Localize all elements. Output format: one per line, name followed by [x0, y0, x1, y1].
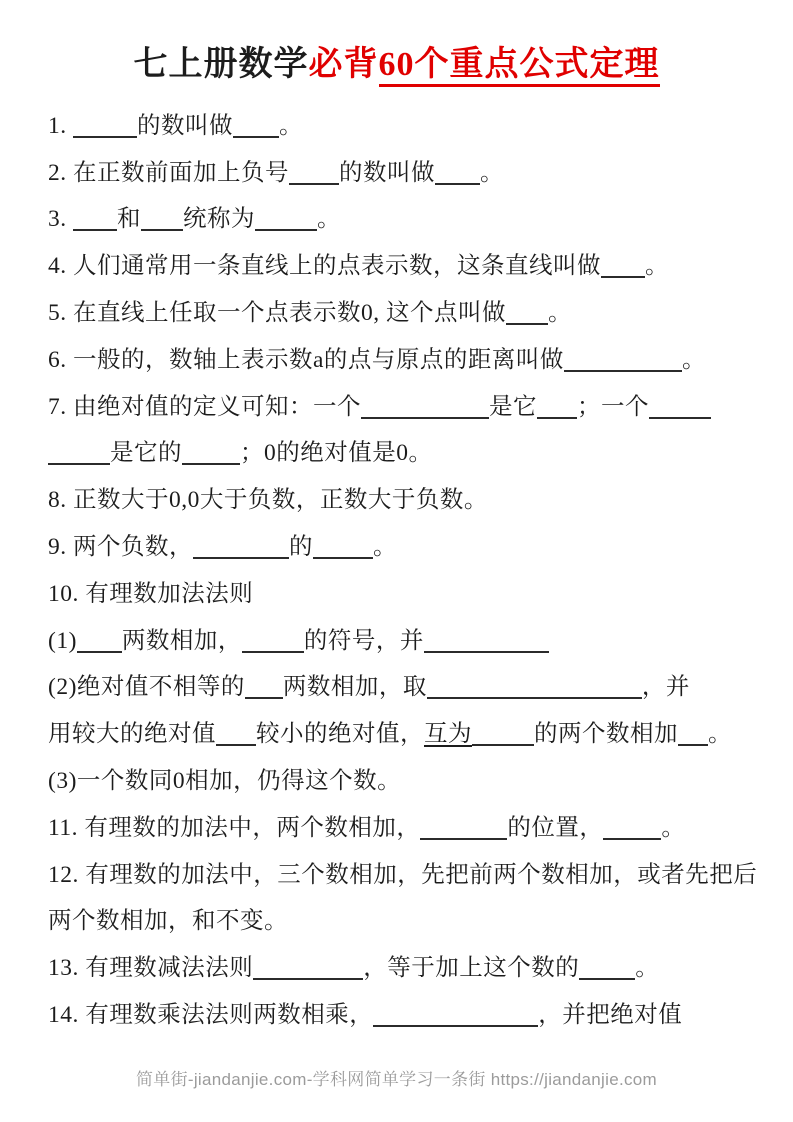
fill-in-blank	[472, 744, 534, 746]
worksheet-line	[48, 945, 747, 992]
line-text: ，并把绝对值	[538, 1002, 683, 1029]
worksheet-line	[48, 150, 747, 197]
line-text: 较小的绝对值，	[256, 721, 424, 748]
worksheet-line	[48, 805, 747, 852]
worksheet-line	[48, 852, 758, 899]
fill-in-blank	[427, 697, 642, 699]
worksheet-line	[48, 290, 747, 337]
line-text: 的位置，	[507, 814, 604, 841]
fill-in-blank	[233, 136, 279, 138]
line-text: ，等于加上这个数的	[363, 955, 580, 982]
line-text: 两数相加，	[121, 627, 242, 654]
fill-in-blank	[678, 744, 708, 746]
line-text: ，并	[641, 674, 690, 701]
worksheet-line	[48, 103, 747, 150]
worksheet-line	[48, 196, 747, 243]
fill-in-blank	[603, 838, 661, 840]
line-text: 9. 两个负数，	[48, 534, 193, 561]
fill-in-blank	[182, 463, 240, 465]
fill-in-blank	[289, 183, 339, 185]
worksheet-body	[0, 103, 793, 1039]
worksheet-line	[48, 524, 747, 571]
fill-in-blank	[73, 136, 137, 138]
line-text: 2. 在正数前面加上负号	[48, 159, 289, 186]
line-text: (1)	[48, 627, 77, 654]
line-text: (2)绝对值不相等的	[48, 674, 245, 701]
line-text: 。	[480, 159, 504, 186]
worksheet-line	[48, 664, 747, 711]
worksheet-line	[48, 243, 747, 290]
line-text: 。	[708, 721, 732, 748]
title-text-red: 必背	[308, 46, 379, 83]
worksheet-line	[48, 898, 747, 945]
fill-in-blank	[313, 557, 373, 559]
fill-in-blank	[245, 697, 283, 699]
line-text: 3.	[48, 206, 73, 233]
line-text: ；0的绝对值是0。	[240, 440, 433, 467]
line-text: 的数叫做	[137, 112, 233, 139]
line-text: 互为	[424, 721, 472, 748]
line-text: 的数叫做	[339, 159, 435, 186]
fill-in-blank	[649, 417, 711, 419]
worksheet-line	[48, 337, 747, 384]
fill-in-blank	[420, 838, 507, 840]
fill-in-blank	[601, 276, 645, 278]
line-text: 。	[645, 253, 669, 280]
worksheet-line	[48, 618, 747, 665]
line-text: 12. 有理数的加法中，三个数相加，先把前两个数相加，或者先把后	[48, 861, 758, 888]
worksheet-line	[48, 992, 747, 1039]
fill-in-blank	[506, 323, 548, 325]
line-text: 的	[289, 534, 313, 561]
line-text: 两数相加，取	[282, 674, 427, 701]
worksheet-line	[48, 430, 747, 477]
line-text: 。	[635, 955, 660, 982]
worksheet-line	[48, 758, 747, 805]
line-text: 8. 正数大于0,0大于负数，正数大于负数。	[48, 487, 488, 514]
line-text: (3)一个数同0相加，仍得这个数。	[48, 768, 402, 795]
line-text: 。	[317, 206, 341, 233]
fill-in-blank	[141, 229, 183, 231]
line-text: 5. 在直线上任取一个点表示数0, 这个点叫做	[48, 300, 506, 327]
fill-in-blank	[77, 651, 122, 653]
line-text: 是它	[489, 393, 537, 420]
worksheet-line	[48, 477, 747, 524]
footer-watermark: 简单街-jiandanjie.com-学科网简单学习一条街 https://jiandanjie.com	[135, 1070, 658, 1089]
line-text: 14. 有理数乘法法则两数相乘，	[48, 1002, 374, 1029]
line-text: 4. 人们通常用一条直线上的点表示数，这条直线叫做	[48, 253, 601, 280]
fill-in-blank	[193, 557, 289, 559]
line-text: 13. 有理数减法法则	[48, 955, 254, 982]
fill-in-blank	[242, 651, 304, 653]
line-text: 7. 由绝对值的定义可知：一个	[48, 393, 361, 420]
line-text: 6. 一般的，数轴上表示数a的点与原点的距离叫做	[48, 346, 564, 373]
fill-in-blank	[537, 417, 577, 419]
line-text: 11. 有理数的加法中，两个数相加，	[48, 814, 421, 841]
fill-in-blank	[255, 229, 317, 231]
line-text: 1.	[48, 112, 73, 139]
fill-in-blank	[424, 651, 549, 653]
line-text: 。	[279, 112, 303, 139]
title-text-red-underlined: 60个重点公式定理	[379, 46, 660, 87]
fill-in-blank	[373, 1025, 538, 1027]
line-text: 。	[661, 814, 686, 841]
fill-in-blank	[253, 978, 363, 980]
fill-in-blank	[435, 183, 480, 185]
worksheet-line	[48, 571, 747, 618]
line-text: 两个数相加，和不变。	[48, 908, 288, 935]
worksheet-line	[48, 384, 747, 431]
line-text: 统称为	[183, 206, 255, 233]
fill-in-blank	[48, 463, 110, 465]
page-title	[0, 0, 793, 88]
line-text: 的符号，并	[303, 627, 424, 654]
fill-in-blank	[579, 978, 635, 980]
line-text: 和	[117, 206, 141, 233]
line-text: ；一个	[577, 393, 649, 420]
line-text: 10. 有理数加法法则	[48, 580, 254, 607]
line-text: 。	[373, 534, 397, 561]
line-text: 是它的	[110, 440, 182, 467]
fill-in-blank	[564, 370, 682, 372]
fill-in-blank	[361, 417, 489, 419]
title-text-black: 七上册数学	[133, 46, 309, 83]
worksheet-line	[48, 711, 747, 758]
fill-in-blank	[73, 229, 117, 231]
line-text: 。	[681, 346, 706, 373]
line-text: 用较大的绝对值	[48, 721, 216, 748]
line-text: 的两个数相加	[534, 721, 678, 748]
fill-in-blank	[216, 744, 256, 746]
line-text: 。	[548, 300, 572, 327]
